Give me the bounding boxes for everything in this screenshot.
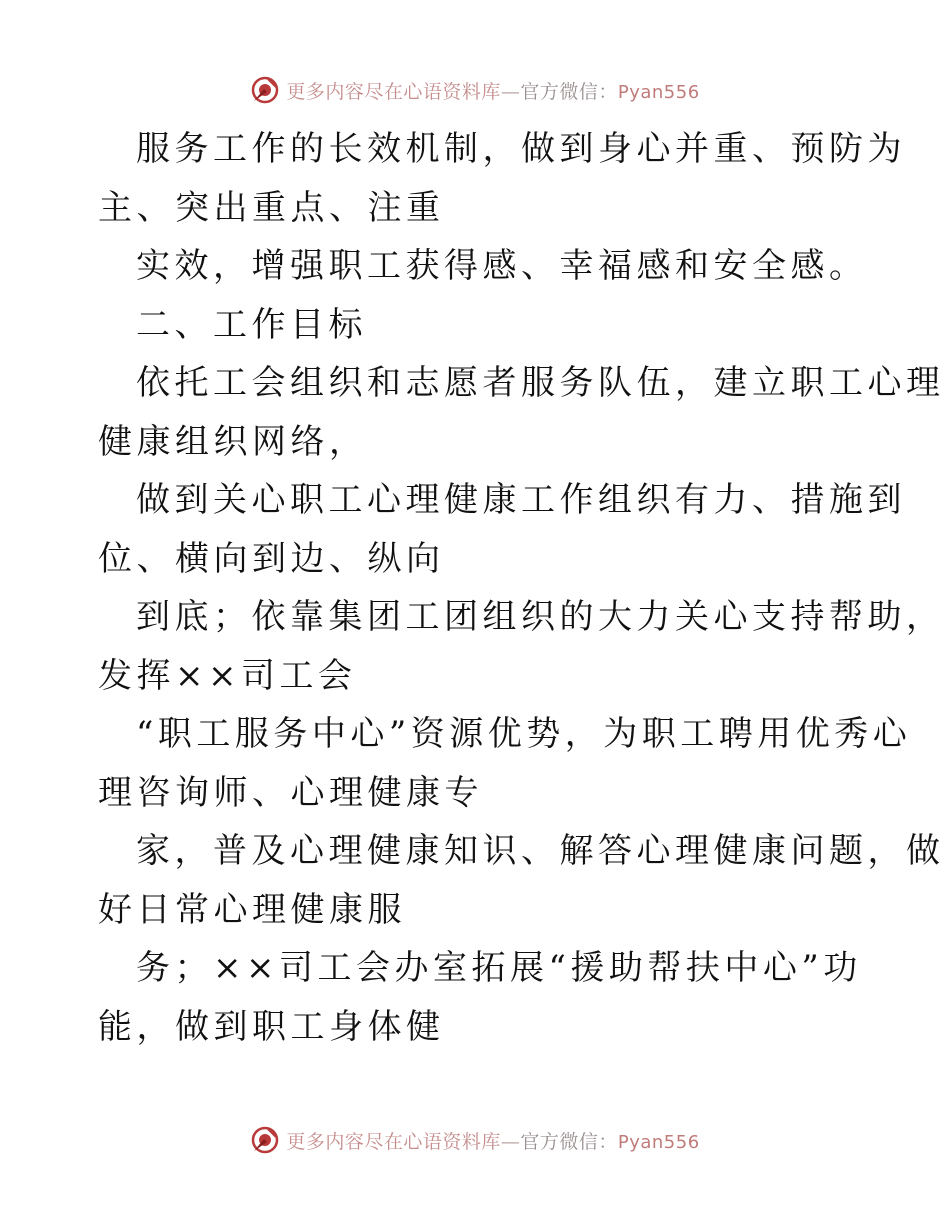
paragraph-line: 位、横向到边、纵向 bbox=[98, 538, 445, 579]
paragraph-line: 主、突出重点、注重 bbox=[98, 187, 445, 228]
paragraph-line: 健康组织网络， bbox=[98, 421, 368, 462]
paragraph-line: 做到关心职工心理健康工作组织有力、措施到 bbox=[136, 480, 906, 520]
paragraph-line: 依托工会组织和志愿者服务队伍，建立职工心理 bbox=[136, 363, 945, 403]
paragraph-line: 能，做到职工身体健 bbox=[98, 1006, 445, 1047]
document-body bbox=[98, 120, 945, 1056]
watermark-wechat-id: Pyan556 bbox=[617, 81, 700, 103]
pen-logo-icon bbox=[250, 1125, 280, 1155]
watermark-brand: 更多内容尽在心语资料库 bbox=[286, 80, 501, 103]
watermark-wechat-label: 官方微信： bbox=[520, 80, 618, 103]
section-heading: 二、工作目标 bbox=[136, 304, 367, 345]
paragraph-line: 服务工作的长效机制，做到身心并重、预防为 bbox=[136, 129, 906, 169]
paragraph-line: 到底；依靠集团工团组织的大力关心支持帮助， bbox=[136, 597, 945, 637]
pen-logo-icon bbox=[250, 75, 280, 105]
watermark-wechat-label: 官方微信： bbox=[520, 1130, 618, 1153]
paragraph-line: 家，普及心理健康知识、解答心理健康问题，做 bbox=[136, 831, 945, 871]
watermark-wechat-id: Pyan556 bbox=[617, 1131, 700, 1153]
watermark-text bbox=[286, 77, 699, 104]
paragraph-line: 实效，增强职工获得感、幸福感和安全感。 bbox=[136, 246, 868, 286]
watermark-separator: — bbox=[500, 80, 521, 103]
paragraph-line: 发挥××司工会 bbox=[98, 655, 357, 696]
watermark-separator: — bbox=[500, 1130, 521, 1153]
paragraph-line: 务；××司工会办室拓展“援助帮扶中心”功 bbox=[136, 948, 862, 988]
header-watermark bbox=[0, 70, 950, 110]
paragraph-line: 好日常心理健康服 bbox=[98, 889, 406, 930]
watermark-text bbox=[286, 1127, 699, 1154]
footer-watermark bbox=[0, 1120, 950, 1160]
paragraph-line: “职工服务中心”资源优势，为职工聘用优秀心 bbox=[136, 714, 912, 754]
paragraph-line: 理咨询师、心理健康专 bbox=[98, 772, 483, 813]
watermark-brand: 更多内容尽在心语资料库 bbox=[286, 1130, 501, 1153]
